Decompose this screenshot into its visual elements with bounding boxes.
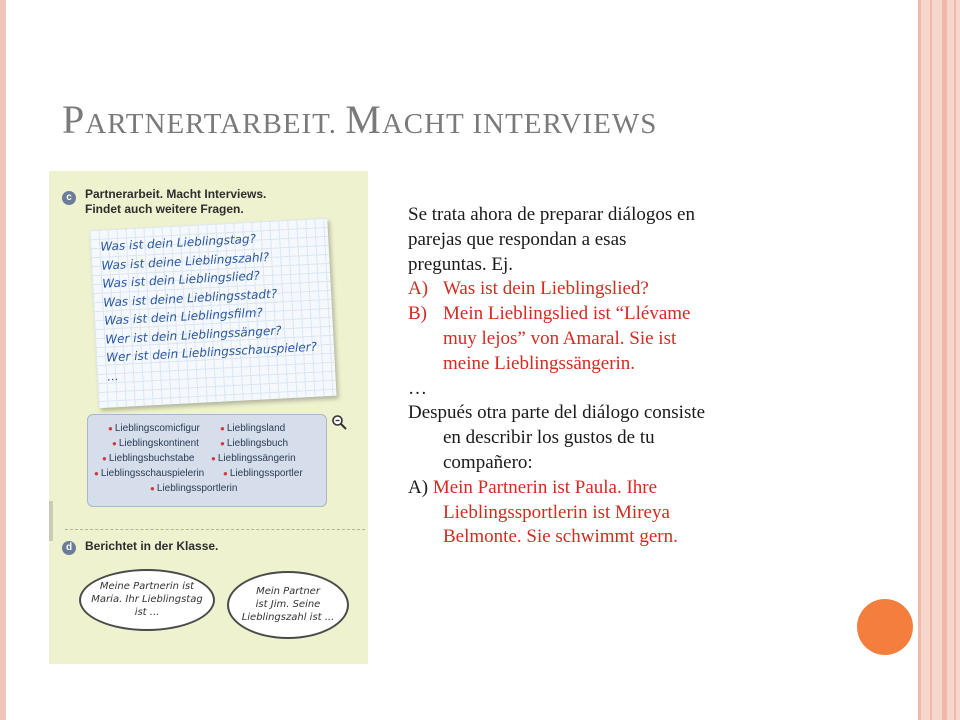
word-item: ● Lieblingsbuchstabe [102,453,194,464]
question-item: Was ist dein Lieblingsfilm? [103,305,264,328]
slide-border-right [918,0,960,720]
question-item: Was ist dein Lieblingslied? [101,268,261,291]
exercise-heading-d: Berichtet in der Klasse. [85,539,219,553]
question-item: Was ist deine Lieblingsstadt? [102,286,278,310]
magnifier-icon[interactable] [331,414,347,430]
question-item: Was ist deine Lieblingszahl? [100,249,270,273]
question-item: Wer ist dein Lieblingssänger? [104,322,282,347]
word-item: ● Lieblingssportler [223,468,303,479]
exercise-heading-c: Partnerarbeit. Macht Interviews. Findet auch weitere Fragen. [85,187,267,216]
question-item: ... [106,368,119,384]
exercise-badge-d: d [62,541,76,555]
word-item: ● Lieblingsland [220,423,285,434]
word-bank [87,414,327,507]
exercise-badge-c: c [62,191,76,205]
question-item: Wer ist dein Lieblingsschauspieler? [105,339,318,365]
speech-bubble-left: Meine Partnerin ist Maria. Ihr Lieblingstag ist ... [79,569,215,631]
speech-bubble-right: Mein Partner ist Jim. Seine Lieblingszahl ist ... [227,571,349,639]
textbook-image [49,171,368,664]
word-item: ● Lieblingssportlerin [150,483,237,494]
decorative-orange-circle [857,599,913,655]
instruction-text: Se trata ahora de preparar diálogos en parejas que respondan a esas preguntas. Ej. A) Was ist dein Lieblingslied? B) Mein Lieblingslied ist “Llévame muy lejos” von Amaral. Sie ist meine Lieblingssängerin. … Después otra parte del diálogo consiste en describir los gustos de tu compañero: A) Mein Partnerin ist Paula. Ihre Lieblingssportlerin ist Mireya Belmonte. Sie schwimmt gern. [408,203,853,550]
example-question-a: A) Was ist dein Lieblingslied? [408,278,649,300]
word-item: ● Lieblingskontinent [112,438,199,449]
example-answer-b: B) Mein Lieblingslied ist “Llévame [408,303,691,325]
example-report: A) Mein Partnerin ist Paula. Ihre [408,476,658,498]
slide-title: PARTNERTARBEIT. MACHT INTERVIEWS [62,97,658,142]
slide-border-left [0,0,6,720]
question-note [90,218,337,408]
word-item: ● Lieblingscomicfigur [108,423,200,434]
word-item: ● Lieblingsschauspielerin [94,468,204,479]
word-item: ● Lieblingssängerin [211,453,296,464]
question-item: Was ist dein Lieblingstag? [100,231,257,254]
word-item: ● Lieblingsbuch [220,438,288,449]
